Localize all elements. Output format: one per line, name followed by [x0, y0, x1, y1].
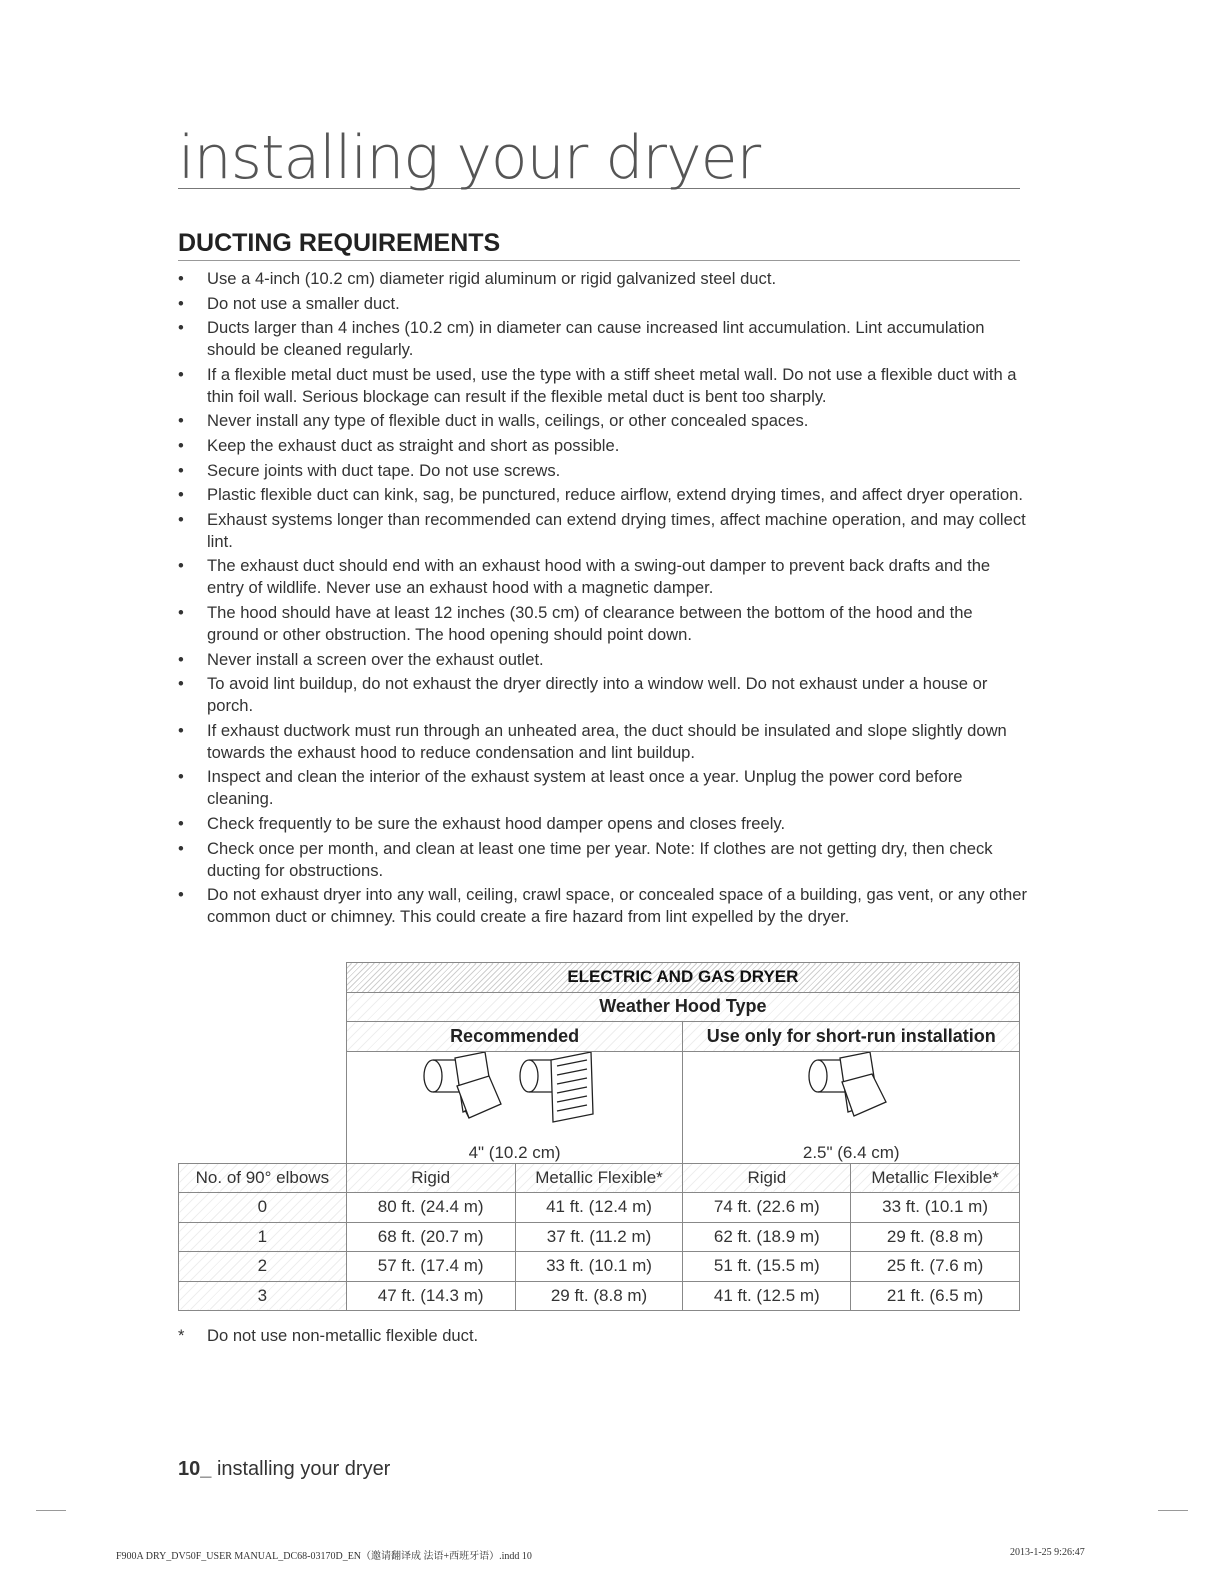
bullet-dot: •	[178, 364, 184, 384]
bullet-dot: •	[178, 460, 184, 480]
recommended-hoods-cell	[346, 1051, 683, 1163]
bullet-item	[178, 766, 1028, 810]
short-rigid-cell: 74 ft. (22.6 m)	[683, 1193, 851, 1223]
footnote	[178, 1326, 478, 1346]
bullet-dot: •	[178, 269, 184, 288]
rec-flex-cell: 37 ft. (11.2 m)	[515, 1222, 683, 1252]
bullet-item	[178, 649, 1028, 671]
bullet-text: Never install any type of flexible duct in walls, ceilings, or other concealed spaces.	[207, 411, 809, 431]
crop-mark-left	[36, 1510, 66, 1511]
bullet-item	[178, 838, 1028, 882]
bullet-item	[178, 293, 1028, 315]
page-title: installing your dryer	[178, 128, 1020, 189]
page-footer	[178, 1458, 390, 1481]
bullet-text: Plastic flexible duct can kink, sag, be punctured, reduce airflow, extend drying times, and affect dryer operation.	[207, 485, 1024, 505]
bullet-text: The hood should have at least 12 inches (30.5 cm) of clearance between the bottom of the hood and the ground or other obstruction. The hood opening should point down.	[207, 602, 973, 644]
short-rigid-cell: 41 ft. (12.5 m)	[683, 1281, 851, 1311]
bullet-dot: •	[178, 509, 184, 529]
size-recommended: 4" (10.2 cm)	[468, 1142, 561, 1162]
bullet-text: Check frequently to be sure the exhaust hood damper opens and closes freely.	[207, 813, 786, 833]
crop-mark-right	[1158, 1510, 1188, 1511]
bullet-list	[178, 268, 1028, 931]
elbows-cell: 1	[179, 1222, 347, 1252]
short-flex-header: Metallic Flexible*	[851, 1163, 1020, 1193]
rec-flex-cell: 29 ft. (8.8 m)	[515, 1281, 683, 1311]
bullet-item	[178, 435, 1028, 457]
rec-rigid-cell: 68 ft. (20.7 m)	[346, 1222, 515, 1252]
rec-rigid-header: Rigid	[346, 1163, 515, 1193]
damper-hood-icon	[809, 1052, 886, 1116]
bullet-text: Never install a screen over the exhaust outlet.	[207, 649, 544, 669]
bullet-item	[178, 813, 1028, 835]
size-short-run: 2.5" (6.4 cm)	[802, 1142, 900, 1162]
bullet-item	[178, 884, 1028, 928]
table-corner	[179, 963, 347, 993]
bullet-item	[178, 364, 1028, 408]
bullet-text: Keep the exhaust duct as straight and short as possible.	[207, 435, 620, 455]
bullet-dot: •	[178, 411, 184, 431]
rec-flex-cell: 41 ft. (12.4 m)	[515, 1193, 683, 1223]
elbows-header: No. of 90° elbows	[179, 1163, 347, 1193]
table-subheader: Weather Hood Type	[346, 992, 1019, 1022]
short-flex-cell: 33 ft. (10.1 m)	[851, 1193, 1020, 1223]
bullet-item	[178, 317, 1028, 361]
duct-length-table	[178, 962, 1020, 1311]
bullet-dot: •	[178, 720, 184, 740]
bullet-text: Exhaust systems longer than recommended can extend drying times, affect machine operation, and may collect lint.	[207, 509, 1026, 551]
rec-rigid-cell: 80 ft. (24.4 m)	[346, 1193, 515, 1223]
bullet-text: If exhaust ductwork must run through an unheated area, the duct should be insulated and slope slightly down towards the exhaust hood to reduce condensation and lint buildup.	[207, 720, 1007, 762]
bullet-text: The exhaust duct should end with an exhaust hood with a swing-out damper to prevent back drafts and the entry of wildlife. Never use an exhaust hood with a magnetic damper.	[207, 556, 991, 598]
rec-flex-cell: 33 ft. (10.1 m)	[515, 1252, 683, 1282]
section-heading: DUCTING REQUIREMENTS	[178, 229, 1020, 261]
print-file-info: F900A DRY_DV50F_USER MANUAL_DC68-03170D_EN（邀请翻译成 法语+西班牙语）.indd 10	[116, 1551, 532, 1562]
short-rigid-header: Rigid	[683, 1163, 851, 1193]
bullet-dot: •	[178, 435, 184, 455]
bullet-text: Ducts larger than 4 inches (10.2 cm) in diameter can cause increased lint accumulation. Lint accumulation should be cleaned regularly.	[207, 318, 985, 360]
short-flex-cell: 25 ft. (7.6 m)	[851, 1252, 1020, 1282]
bullet-item	[178, 484, 1028, 506]
table-row	[179, 1281, 1020, 1311]
short-run-hood-cell	[683, 1051, 1020, 1163]
bullet-text: Inspect and clean the interior of the exhaust system at least once a year. Unplug the power cord before cleaning.	[207, 767, 963, 809]
rec-rigid-cell: 57 ft. (17.4 m)	[346, 1252, 515, 1282]
bullet-dot: •	[178, 674, 184, 694]
bullet-dot: •	[178, 318, 184, 338]
bullet-dot: •	[178, 602, 184, 622]
bullet-item	[178, 555, 1028, 599]
bullet-dot: •	[178, 767, 184, 787]
bullet-text: Do not exhaust dryer into any wall, ceiling, crawl space, or concealed space of a building, gas vent, or any other common duct or chimney. This could create a fire hazard from lint expelled by the dryer.	[207, 885, 1028, 927]
bullet-item	[178, 410, 1028, 432]
elbows-cell: 2	[179, 1252, 347, 1282]
bullet-item	[178, 720, 1028, 764]
bullet-dot: •	[178, 485, 184, 505]
footnote-mark: *	[178, 1326, 185, 1345]
short-flex-cell: 21 ft. (6.5 m)	[851, 1281, 1020, 1311]
table-header: ELECTRIC AND GAS DRYER	[346, 963, 1019, 993]
table-row	[179, 1193, 1020, 1223]
bullet-text: Check once per month, and clean at least one time per year. Note: If clothes are not getting dry, then check ducting for obstructions.	[207, 838, 993, 880]
vented-hood-icon	[520, 1052, 593, 1122]
bullet-text: To avoid lint buildup, do not exhaust the dryer directly into a window well. Do not exhaust under a house or porch.	[207, 674, 988, 716]
print-date: 2013-1-25 9:26:47	[1010, 1547, 1085, 1558]
short-flex-cell: 29 ft. (8.8 m)	[851, 1222, 1020, 1252]
hood-illustrations-recommended	[405, 1052, 625, 1138]
hood-illustration-short-run	[796, 1052, 906, 1138]
footer-label: installing your dryer	[216, 1458, 391, 1480]
bullet-text: If a flexible metal duct must be used, use the type with a stiff sheet metal wall. Do not use a flexible duct with a thin foil wall. Serious blockage can result if the flexible metal duct is bent too sharply.	[207, 364, 1017, 406]
elbows-cell: 0	[179, 1193, 347, 1223]
bullet-dot: •	[178, 293, 184, 313]
bullet-item	[178, 673, 1028, 717]
bullet-text: Use a 4-inch (10.2 cm) diameter rigid aluminum or rigid galvanized steel duct.	[207, 269, 777, 288]
col-short-run: Use only for short-run installation	[683, 1022, 1020, 1052]
louvered-hood-icon	[424, 1052, 501, 1118]
footnote-text: Do not use non-metallic flexible duct.	[207, 1326, 479, 1345]
bullet-dot: •	[178, 556, 184, 576]
rec-rigid-cell: 47 ft. (14.3 m)	[346, 1281, 515, 1311]
table-row	[179, 1252, 1020, 1282]
short-rigid-cell: 62 ft. (18.9 m)	[683, 1222, 851, 1252]
bullet-item	[178, 268, 1028, 290]
bullet-dot: •	[178, 813, 184, 833]
bullet-item	[178, 509, 1028, 553]
page-number: 10_	[178, 1458, 212, 1480]
bullet-dot: •	[178, 838, 184, 858]
table-row	[179, 1222, 1020, 1252]
bullet-text: Secure joints with duct tape. Do not use screws.	[207, 460, 561, 480]
bullet-dot: •	[178, 885, 184, 905]
short-rigid-cell: 51 ft. (15.5 m)	[683, 1252, 851, 1282]
bullet-text: Do not use a smaller duct.	[207, 293, 400, 313]
col-recommended: Recommended	[346, 1022, 683, 1052]
bullet-dot: •	[178, 649, 184, 669]
bullet-item	[178, 602, 1028, 646]
elbows-cell: 3	[179, 1281, 347, 1311]
bullet-item	[178, 460, 1028, 482]
rec-flex-header: Metallic Flexible*	[515, 1163, 683, 1193]
